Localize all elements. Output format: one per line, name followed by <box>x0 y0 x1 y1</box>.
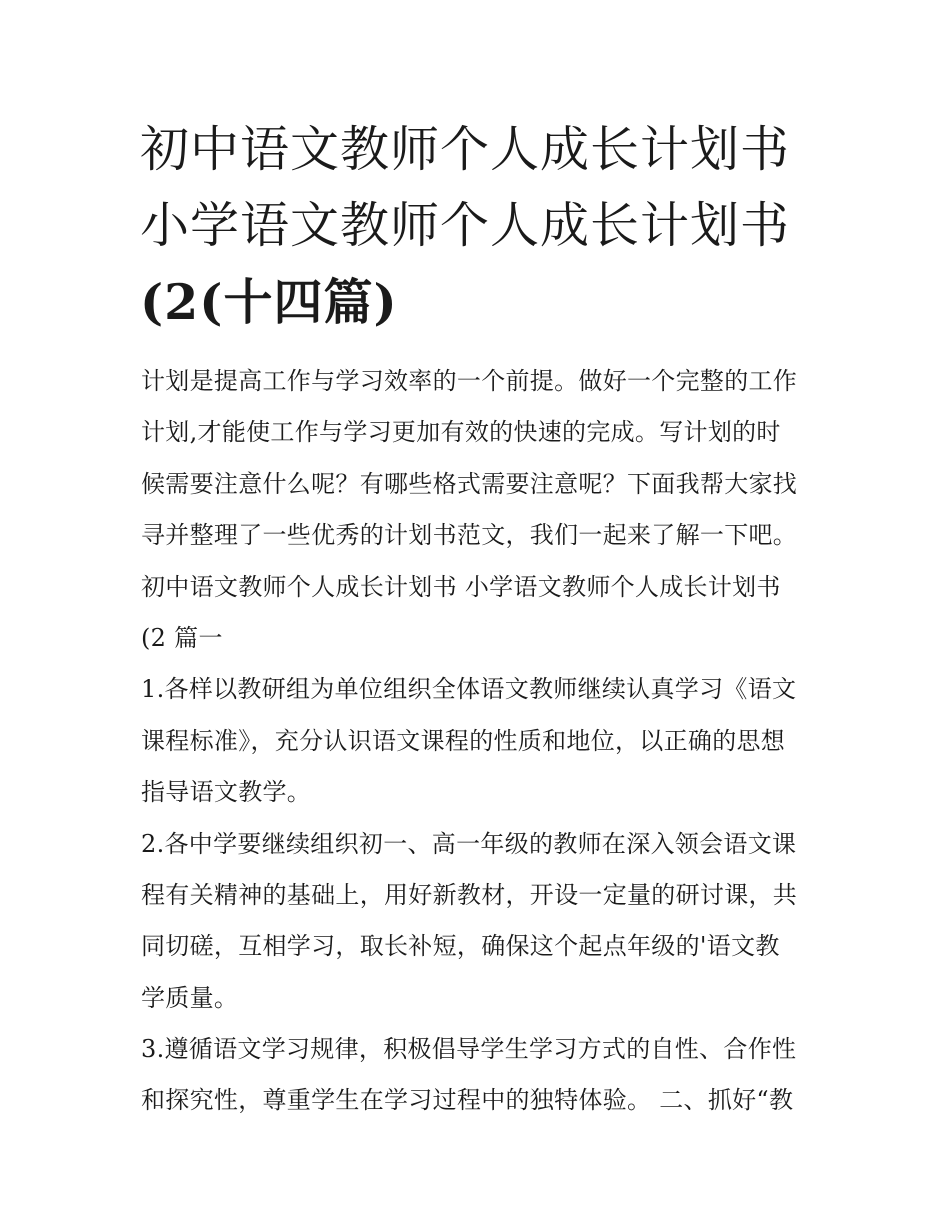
body-line: (2 篇一 <box>141 623 223 652</box>
body-line: 课程标准》，充分认识语文课程的性质和地位，以正确的思想 <box>141 726 786 755</box>
body-line: 候需要注意什么呢？有哪些格式需要注意呢？下面我帮大家找 <box>141 469 798 498</box>
body-line: 程有关精神的基础上，用好新教材，开设一定量的研讨课，共 <box>141 880 798 909</box>
body-line: 1.各样以教研组为单位组织全体语文教师继续认真学习《语文 <box>141 675 797 704</box>
body-line: 计划是提高工作与学习效率的一个前提。做好一个完整的工作 <box>141 367 798 395</box>
title-line-3: (2(十四篇) <box>140 273 398 331</box>
body-line: 同切磋，互相学习，取长补短，确保这个起点年级的'语文教 <box>141 932 780 961</box>
body-line: 3.遵循语文学习规律，积极倡导学生学习方式的自性、合作性 <box>141 1035 797 1064</box>
body-line: 初中语文教师个人成长计划书 小学语文教师个人成长计划书 <box>141 572 781 601</box>
body-line: 2.各中学要继续组织初一、高一年级的教师在深入领会语文课 <box>141 829 797 858</box>
document-title <box>140 112 840 340</box>
title-line-2: 小学语文教师个人成长计划书 <box>140 197 791 254</box>
body-line: 计划,才能使工作与学习更加有效的快速的完成。写计划的时 <box>141 418 781 447</box>
body-line: 指导语文教学。 <box>141 778 312 807</box>
body-line: 学质量。 <box>141 983 239 1012</box>
document-body <box>141 356 821 1127</box>
title-line-1: 初中语文教师个人成长计划书 <box>140 121 791 178</box>
body-line: 和探究性，尊重学生在学习过程中的独特体验。 二、抓好“教 <box>141 1086 794 1115</box>
body-line: 寻并整理了一些优秀的计划书范文，我们一起来了解一下吧。 <box>141 521 798 550</box>
